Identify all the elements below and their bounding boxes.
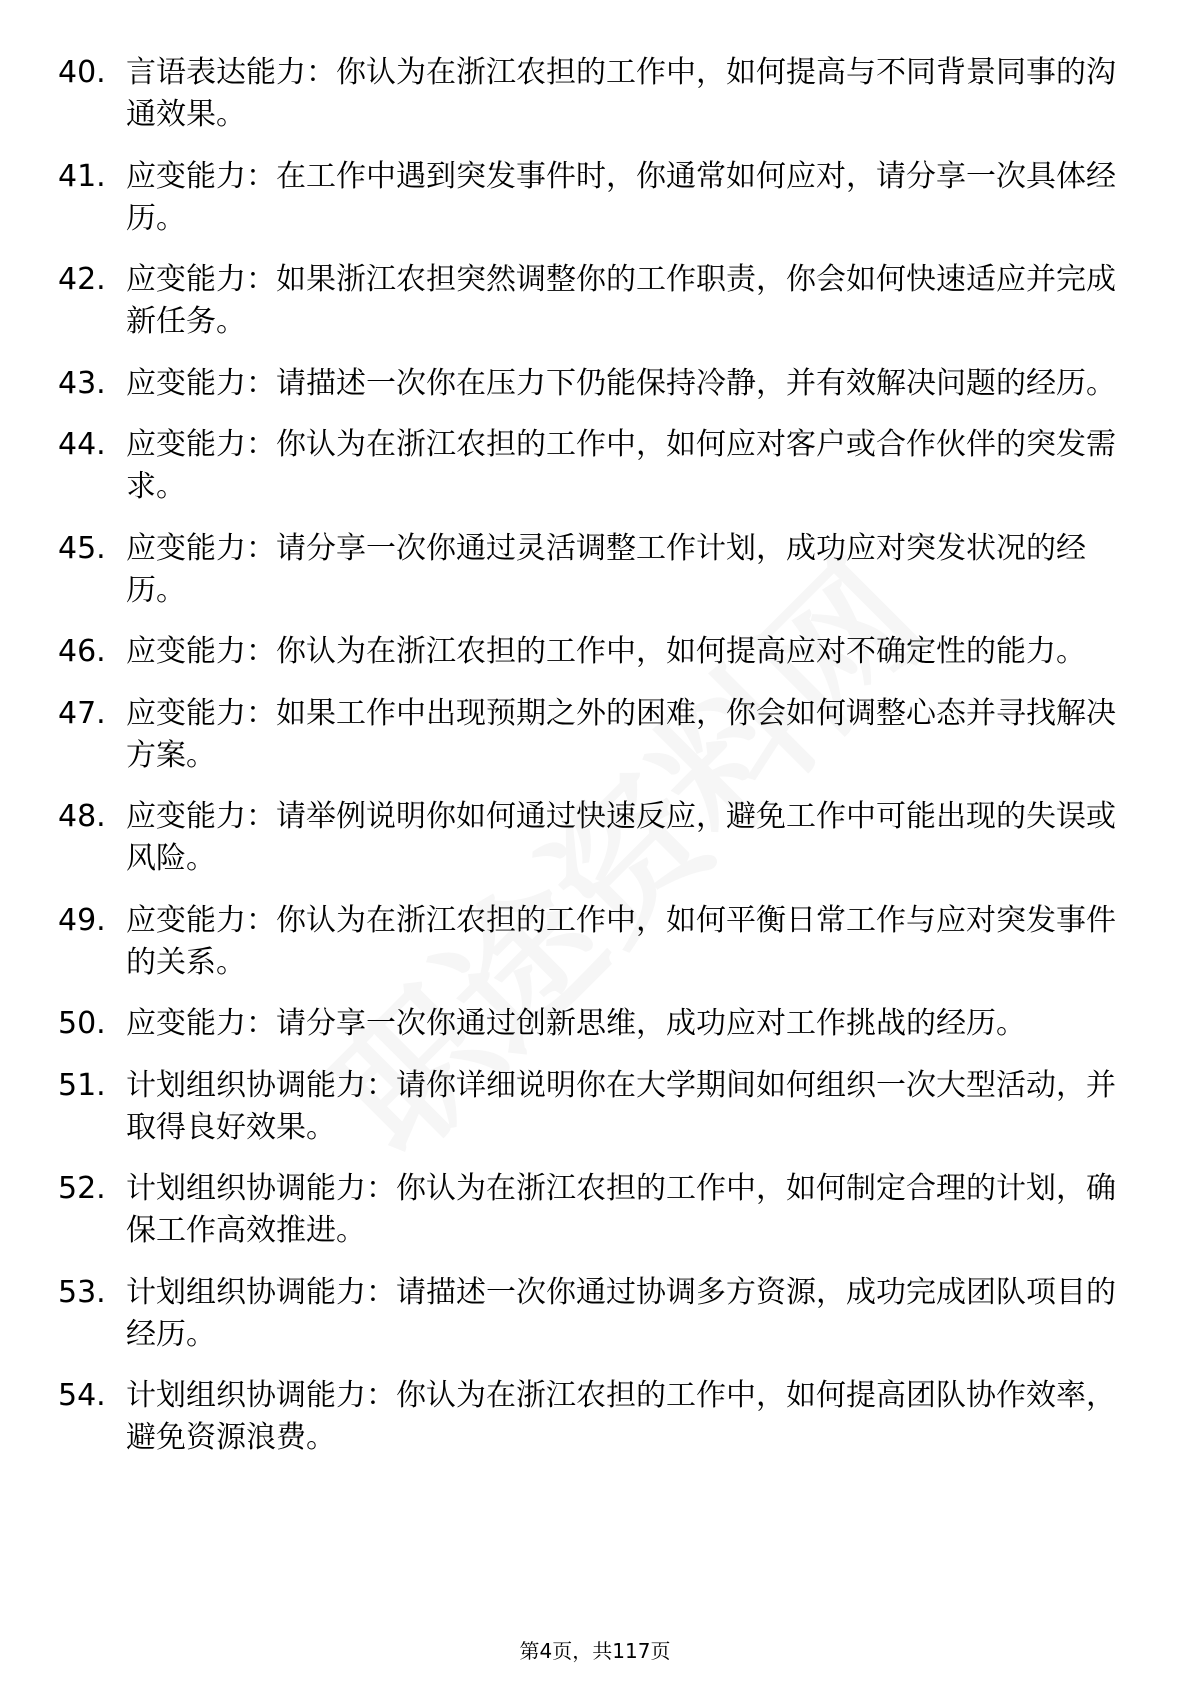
question-text: 应变能力：你认为在浙江农担的工作中，如何提高应对不确定性的能力。 <box>126 634 1086 669</box>
question-text: 计划组织协调能力：请你详细说明你在大学期间如何组织一次大型活动，并取得良好效果。 <box>126 1067 1116 1145</box>
question-text: 计划组织协调能力：你认为在浙江农担的工作中，如何制定合理的计划，确保工作高效推进。 <box>126 1171 1116 1248</box>
question-number: 42. <box>58 262 106 297</box>
question-number: 49. <box>58 902 106 938</box>
question-item <box>58 1168 1118 1252</box>
question-item <box>58 631 1118 673</box>
question-number: 50. <box>58 1006 106 1041</box>
question-item <box>58 796 1118 880</box>
question-item <box>58 528 1118 612</box>
question-text: 计划组织协调能力：请描述一次你通过协调多方资源，成功完成团队项目的经历。 <box>126 1274 1116 1352</box>
question-number: 52. <box>58 1171 106 1206</box>
question-text: 应变能力：请分享一次你通过灵活调整工作计划，成功应对突发状况的经历。 <box>126 530 1086 608</box>
question-number: 40. <box>58 55 106 90</box>
question-text: 应变能力：在工作中遇到突发事件时，你通常如何应对，请分享一次具体经历。 <box>126 158 1116 236</box>
question-number: 43. <box>58 365 106 401</box>
question-number: 47. <box>58 695 106 731</box>
question-text: 应变能力：请举例说明你如何通过快速反应，避免工作中可能出现的失误或风险。 <box>126 799 1116 876</box>
question-number: 48. <box>58 799 106 834</box>
question-text: 应变能力：请分享一次你通过创新思维，成功应对工作挑战的经历。 <box>126 1006 1026 1041</box>
question-item <box>58 156 1118 240</box>
question-number: 46. <box>58 634 106 669</box>
question-number: 44. <box>58 427 106 462</box>
question-item <box>58 424 1118 508</box>
question-item <box>58 1272 1118 1356</box>
question-text: 应变能力：你认为在浙江农担的工作中，如何平衡日常工作与应对突发事件的关系。 <box>126 902 1116 980</box>
question-item <box>58 259 1118 343</box>
question-text: 言语表达能力：你认为在浙江农担的工作中，如何提高与不同背景同事的沟通效果。 <box>126 55 1116 132</box>
question-item <box>58 1003 1118 1045</box>
question-text: 应变能力：如果工作中出现预期之外的困难，你会如何调整心态并寻找解决方案。 <box>126 695 1116 773</box>
question-number: 54. <box>58 1378 106 1413</box>
question-text: 应变能力：你认为在浙江农担的工作中，如何应对客户或合作伙伴的突发需求。 <box>126 427 1116 504</box>
question-number: 41. <box>58 158 106 194</box>
question-item <box>58 1375 1118 1459</box>
page-footer: 第4页，共117页 <box>519 1639 671 1663</box>
question-number: 45. <box>58 530 106 566</box>
question-number: 51. <box>58 1067 106 1103</box>
question-number: 53. <box>58 1274 106 1310</box>
question-text: 计划组织协调能力：你认为在浙江农担的工作中，如何提高团队协作效率，避免资源浪费。 <box>126 1378 1116 1455</box>
question-item <box>58 1065 1118 1149</box>
question-item <box>58 52 1118 136</box>
question-item <box>58 900 1118 984</box>
question-item <box>58 363 1118 405</box>
question-item <box>58 693 1118 777</box>
question-text: 应变能力：请描述一次你在压力下仍能保持冷静，并有效解决问题的经历。 <box>126 365 1116 401</box>
question-list <box>58 52 1118 1479</box>
question-text: 应变能力：如果浙江农担突然调整你的工作职责，你会如何快速适应并完成新任务。 <box>126 262 1116 339</box>
